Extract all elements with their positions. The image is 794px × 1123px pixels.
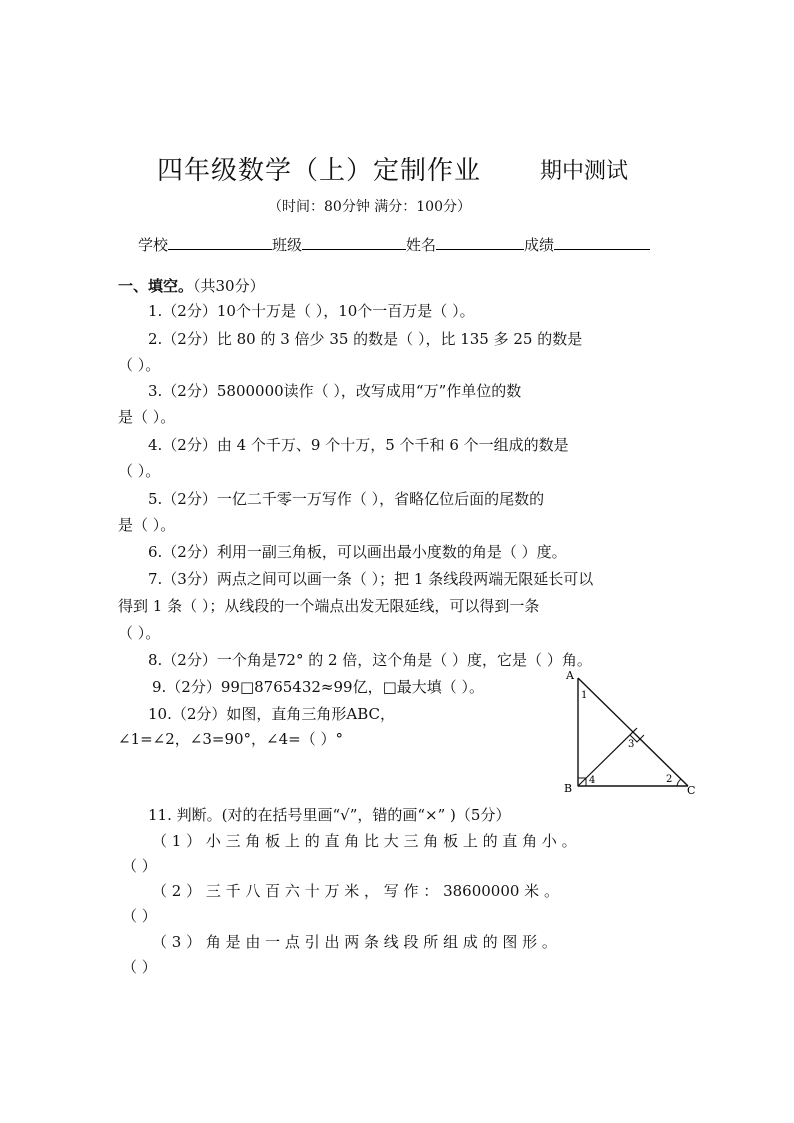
angle-1-label: 1 [581, 690, 588, 701]
question-10-line-2: ∠1=∠2，∠3=90°，∠4=（ ）° [118, 730, 344, 748]
question-3-line-2: 是（ ）。 [118, 408, 176, 426]
section-points: （共30分） [193, 277, 265, 295]
question-3-line-1: 3.（2分）5800000读作（ ），改写成用“万”作单位的数 [148, 382, 522, 400]
question-5-line-2: 是（ ）。 [118, 516, 176, 534]
question-1: 1.（2分）10个十万是（ ），10个一百万是（ ）。 [148, 302, 475, 320]
question-8: 8.（2分）一个角是72° 的 2 倍，这个角是（ ）度，它是（ ）角。 [148, 651, 592, 669]
label-b: B [564, 782, 573, 795]
judge-2-blank[interactable]: （ ） [122, 907, 157, 925]
class-field[interactable] [302, 235, 406, 250]
question-5-line-1: 5.（2分）一亿二千零一万写作（ ），省略亿位后面的尾数的 [148, 490, 545, 508]
question-4-line-2: （ ）。 [118, 462, 161, 480]
altitude-bd [578, 728, 637, 786]
judge-3-blank[interactable]: （ ） [122, 958, 157, 976]
school-field[interactable] [168, 235, 272, 250]
score-label: 成绩 [524, 236, 555, 254]
angle-2-label: 2 [666, 774, 673, 785]
judge-2-statement: （ 2 ） 三 千 八 百 六 十 万 米 ， 写 作 ： 38600000 米 。 [152, 882, 559, 900]
section-title: 一、填空。 [118, 277, 194, 295]
student-info-line [138, 234, 650, 255]
question-4-line-1: 4.（2分）由 4 个千万、9 个十万，5 个千和 6 个一组成的数是 [148, 436, 569, 454]
question-2-line-2: （ ）。 [118, 356, 161, 374]
name-label: 姓名 [406, 236, 437, 254]
question-7-line-2: 得到 1 条（ ）；从线段的一个端点出发无限延线，可以得到一条 [118, 597, 540, 615]
judge-3-statement: （ 3 ） 角 是 由 一 点 引 出 两 条 线 段 所 组 成 的 图 形 。 [152, 933, 557, 951]
name-field[interactable] [436, 235, 524, 250]
label-a: A [566, 669, 574, 682]
exam-meta: （时间：80分钟 满分：100分） [268, 199, 471, 215]
section-heading [118, 275, 265, 296]
question-10-line-1: 10.（2分）如图，直角三角形ABC， [148, 705, 396, 723]
page-subtitle: 期中测试 [540, 159, 629, 184]
judge-1-blank[interactable]: （ ） [122, 857, 157, 875]
question-2-line-1: 2.（2分）比 80 的 3 倍少 35 的数是（ ），比 135 多 25 的数是 [148, 330, 583, 348]
right-triangle-figure [560, 668, 700, 796]
angle-arc-c [677, 779, 681, 786]
class-label: 班级 [272, 236, 303, 254]
question-7-line-3: （ ）。 [118, 624, 161, 642]
question-9: 9.（2分）99□8765432≈99亿，□最大填（ ）。 [152, 678, 485, 696]
score-field[interactable] [554, 235, 650, 250]
school-label: 学校 [138, 236, 169, 254]
page-title: 四年级数学（上）定制作业 [157, 156, 482, 186]
angle-4-label: 4 [589, 775, 596, 786]
label-c: C [687, 784, 696, 796]
question-11: 11. 判断。(对的在括号里画“√”，错的画“×” )（5分） [148, 806, 511, 824]
question-6: 6.（2分）利用一副三角板，可以画出最小度数的角是（ ）度。 [148, 543, 567, 561]
angle-3-label: 3 [628, 739, 635, 750]
judge-1-statement: （ 1 ） 小 三 角 板 上 的 直 角 比 大 三 角 板 上 的 直 角 小 。 [152, 832, 577, 850]
question-7-line-1: 7.（3分）两点之间可以画一条（ ）；把 1 条线段两端无限延长可以 [148, 570, 594, 588]
